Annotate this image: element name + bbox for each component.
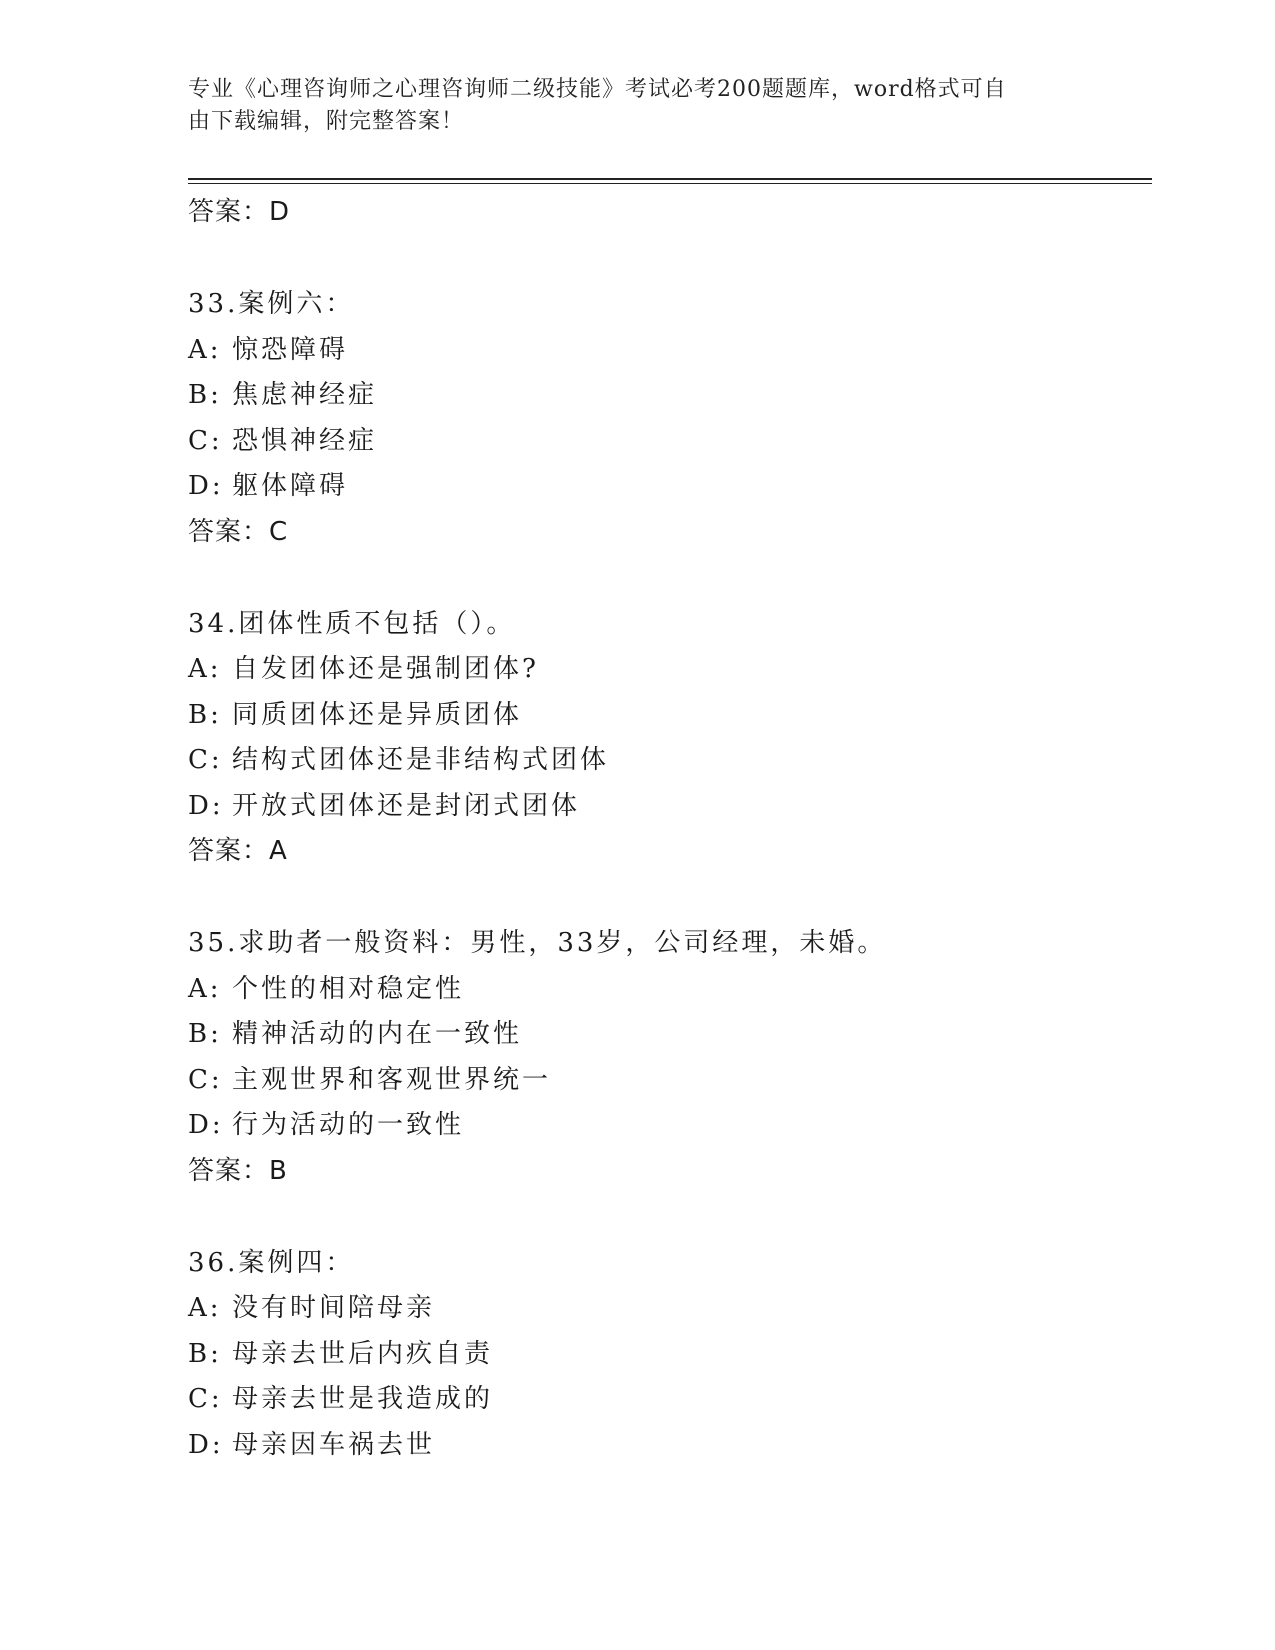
option-letter: A: xyxy=(188,334,222,365)
option-letter: D: xyxy=(188,1110,224,1140)
previous-answer: 答案：D xyxy=(188,197,291,227)
option-text: 精神活动的内在一致性 xyxy=(232,1019,523,1049)
option-letter: C: xyxy=(188,1064,223,1095)
option-text: 同质团体还是异质团体 xyxy=(232,699,523,730)
option-b xyxy=(188,693,1148,739)
option-c xyxy=(188,419,1148,465)
option-letter: C: xyxy=(188,1384,223,1414)
header-line-1: 专业《心理咨询师之心理咨询师二级技能》考试必考200题题库，word格式可自 xyxy=(188,77,1007,102)
option-c xyxy=(188,738,1148,784)
option-c xyxy=(188,1377,1148,1423)
option-letter: B: xyxy=(188,1338,222,1369)
option-text: 开放式团体还是封闭式团体 xyxy=(232,790,581,821)
option-text: 个性的相对稳定性 xyxy=(232,973,465,1004)
option-letter: C: xyxy=(188,425,223,456)
option-text: 母亲去世是我造成的 xyxy=(232,1384,494,1414)
option-text: 结构式团体还是非结构式团体 xyxy=(232,745,610,775)
spacer xyxy=(188,1193,1148,1241)
spacer xyxy=(188,873,1148,921)
option-text: 惊恐障碍 xyxy=(232,334,349,365)
option-text: 焦虑神经症 xyxy=(232,380,378,410)
option-letter: D: xyxy=(188,790,224,821)
option-a xyxy=(188,967,1148,1013)
option-b xyxy=(188,1332,1148,1378)
spacer xyxy=(188,234,1148,282)
question-block xyxy=(188,602,1148,874)
option-letter: A: xyxy=(188,973,222,1004)
question-answer: 答案：C xyxy=(188,516,289,547)
option-text: 没有时间陪母亲 xyxy=(232,1293,436,1323)
spacer xyxy=(188,554,1148,602)
option-text: 恐惧神经症 xyxy=(232,425,378,456)
option-text: 母亲因车祸去世 xyxy=(232,1429,436,1460)
question-block xyxy=(188,1241,1148,1469)
question-stem: 35.求助者一般资料：男性，33岁，公司经理，未婚。 xyxy=(188,928,887,958)
option-letter: A: xyxy=(188,1293,222,1323)
option-letter: A: xyxy=(188,654,222,684)
question-stem: 33.案例六： xyxy=(188,289,355,319)
option-text: 主观世界和客观世界统一 xyxy=(232,1064,552,1095)
option-text: 躯体障碍 xyxy=(232,471,349,501)
option-c xyxy=(188,1058,1148,1104)
question-stem: 36.案例四： xyxy=(188,1247,355,1278)
option-b xyxy=(188,373,1148,419)
option-a xyxy=(188,647,1148,693)
header-rule-thin xyxy=(188,183,1152,184)
option-letter: D: xyxy=(188,471,224,501)
option-letter: B: xyxy=(188,699,222,730)
option-letter: D: xyxy=(188,1429,224,1460)
question-stem: 34.团体性质不包括（）。 xyxy=(188,608,516,639)
option-d xyxy=(188,1423,1148,1469)
option-text: 行为活动的一致性 xyxy=(232,1110,465,1140)
option-letter: B: xyxy=(188,380,222,410)
option-letter: B: xyxy=(188,1019,222,1049)
question-list xyxy=(188,190,1148,1468)
option-a xyxy=(188,328,1148,374)
option-d xyxy=(188,784,1148,830)
header-rule-thick xyxy=(188,178,1152,180)
option-b xyxy=(188,1012,1148,1058)
option-text: 自发团体还是强制团体? xyxy=(232,654,539,684)
option-d xyxy=(188,464,1148,510)
option-letter: C: xyxy=(188,745,223,775)
question-block xyxy=(188,921,1148,1193)
question-answer: 答案：A xyxy=(188,836,288,866)
option-text: 母亲去世后内疚自责 xyxy=(232,1338,494,1369)
header-line-2: 由下载编辑，附完整答案！ xyxy=(188,109,465,134)
question-answer: 答案：B xyxy=(188,1155,288,1186)
document-header xyxy=(188,74,1068,138)
option-d xyxy=(188,1103,1148,1149)
option-a xyxy=(188,1286,1148,1332)
question-block xyxy=(188,282,1148,554)
